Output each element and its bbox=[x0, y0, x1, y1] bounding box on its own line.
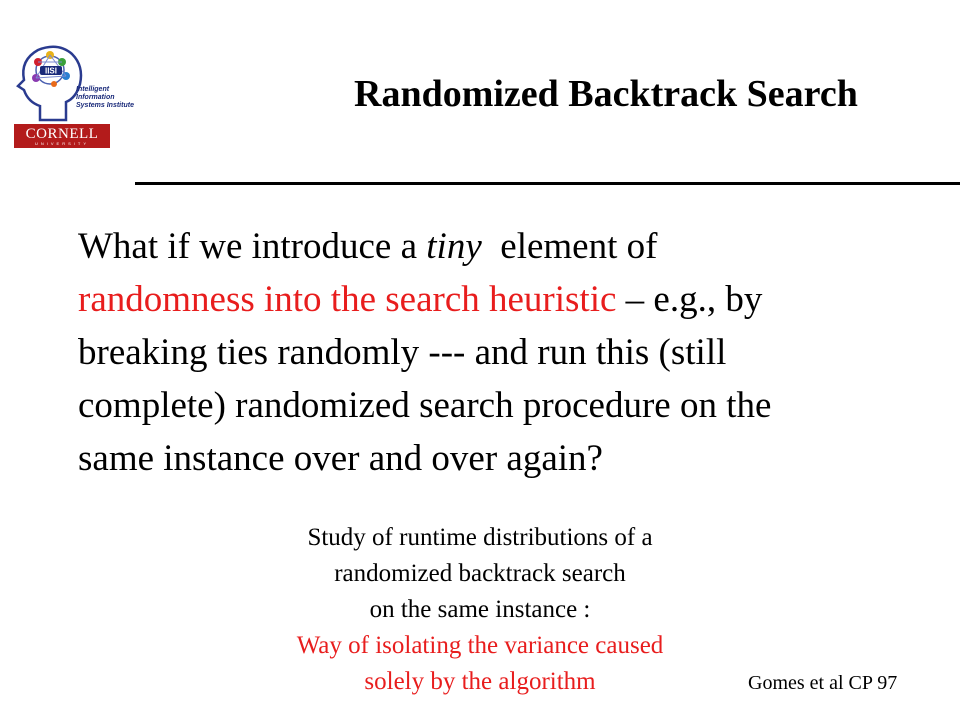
study-highlight-line: Way of isolating the variance caused bbox=[296, 632, 664, 659]
study-note bbox=[200, 520, 760, 700]
study-highlight-line: solely by the algorithm bbox=[364, 668, 596, 695]
body-text: – e.g., by bbox=[616, 279, 763, 320]
cornell-name: CORNELL bbox=[25, 125, 99, 142]
study-line: on the same instance : bbox=[369, 596, 591, 623]
emphasis-tiny: tiny bbox=[426, 226, 482, 267]
body-line: same instance over and over again? bbox=[78, 438, 603, 479]
body-text: What if we introduce a bbox=[78, 226, 427, 267]
title-divider bbox=[135, 182, 960, 185]
institute-line: Systems Institute bbox=[76, 102, 134, 109]
logo-badge-text: IISI bbox=[44, 66, 58, 76]
study-line: Study of runtime distributions of a bbox=[307, 524, 653, 551]
body-line: breaking ties randomly --- and run this (still bbox=[78, 332, 727, 373]
study-line: randomized backtrack search bbox=[334, 560, 626, 587]
slide-title: Randomized Backtrack Search bbox=[354, 73, 858, 115]
body-line bbox=[78, 220, 938, 273]
cornell-sub: UNIVERSITY bbox=[34, 140, 89, 146]
citation: Gomes et al CP 97 bbox=[748, 672, 898, 694]
body-text: element of bbox=[481, 226, 658, 267]
cornell-logo bbox=[14, 124, 110, 148]
institute-name bbox=[76, 86, 146, 110]
body-line bbox=[78, 273, 938, 326]
body-line: complete) randomized search procedure on the bbox=[78, 385, 772, 426]
main-question bbox=[78, 220, 938, 485]
highlight-randomness: randomness into the search heuristic bbox=[78, 279, 617, 320]
institute-line: Intelligent Information bbox=[76, 86, 115, 101]
iisi-cornell-logo bbox=[10, 40, 140, 160]
